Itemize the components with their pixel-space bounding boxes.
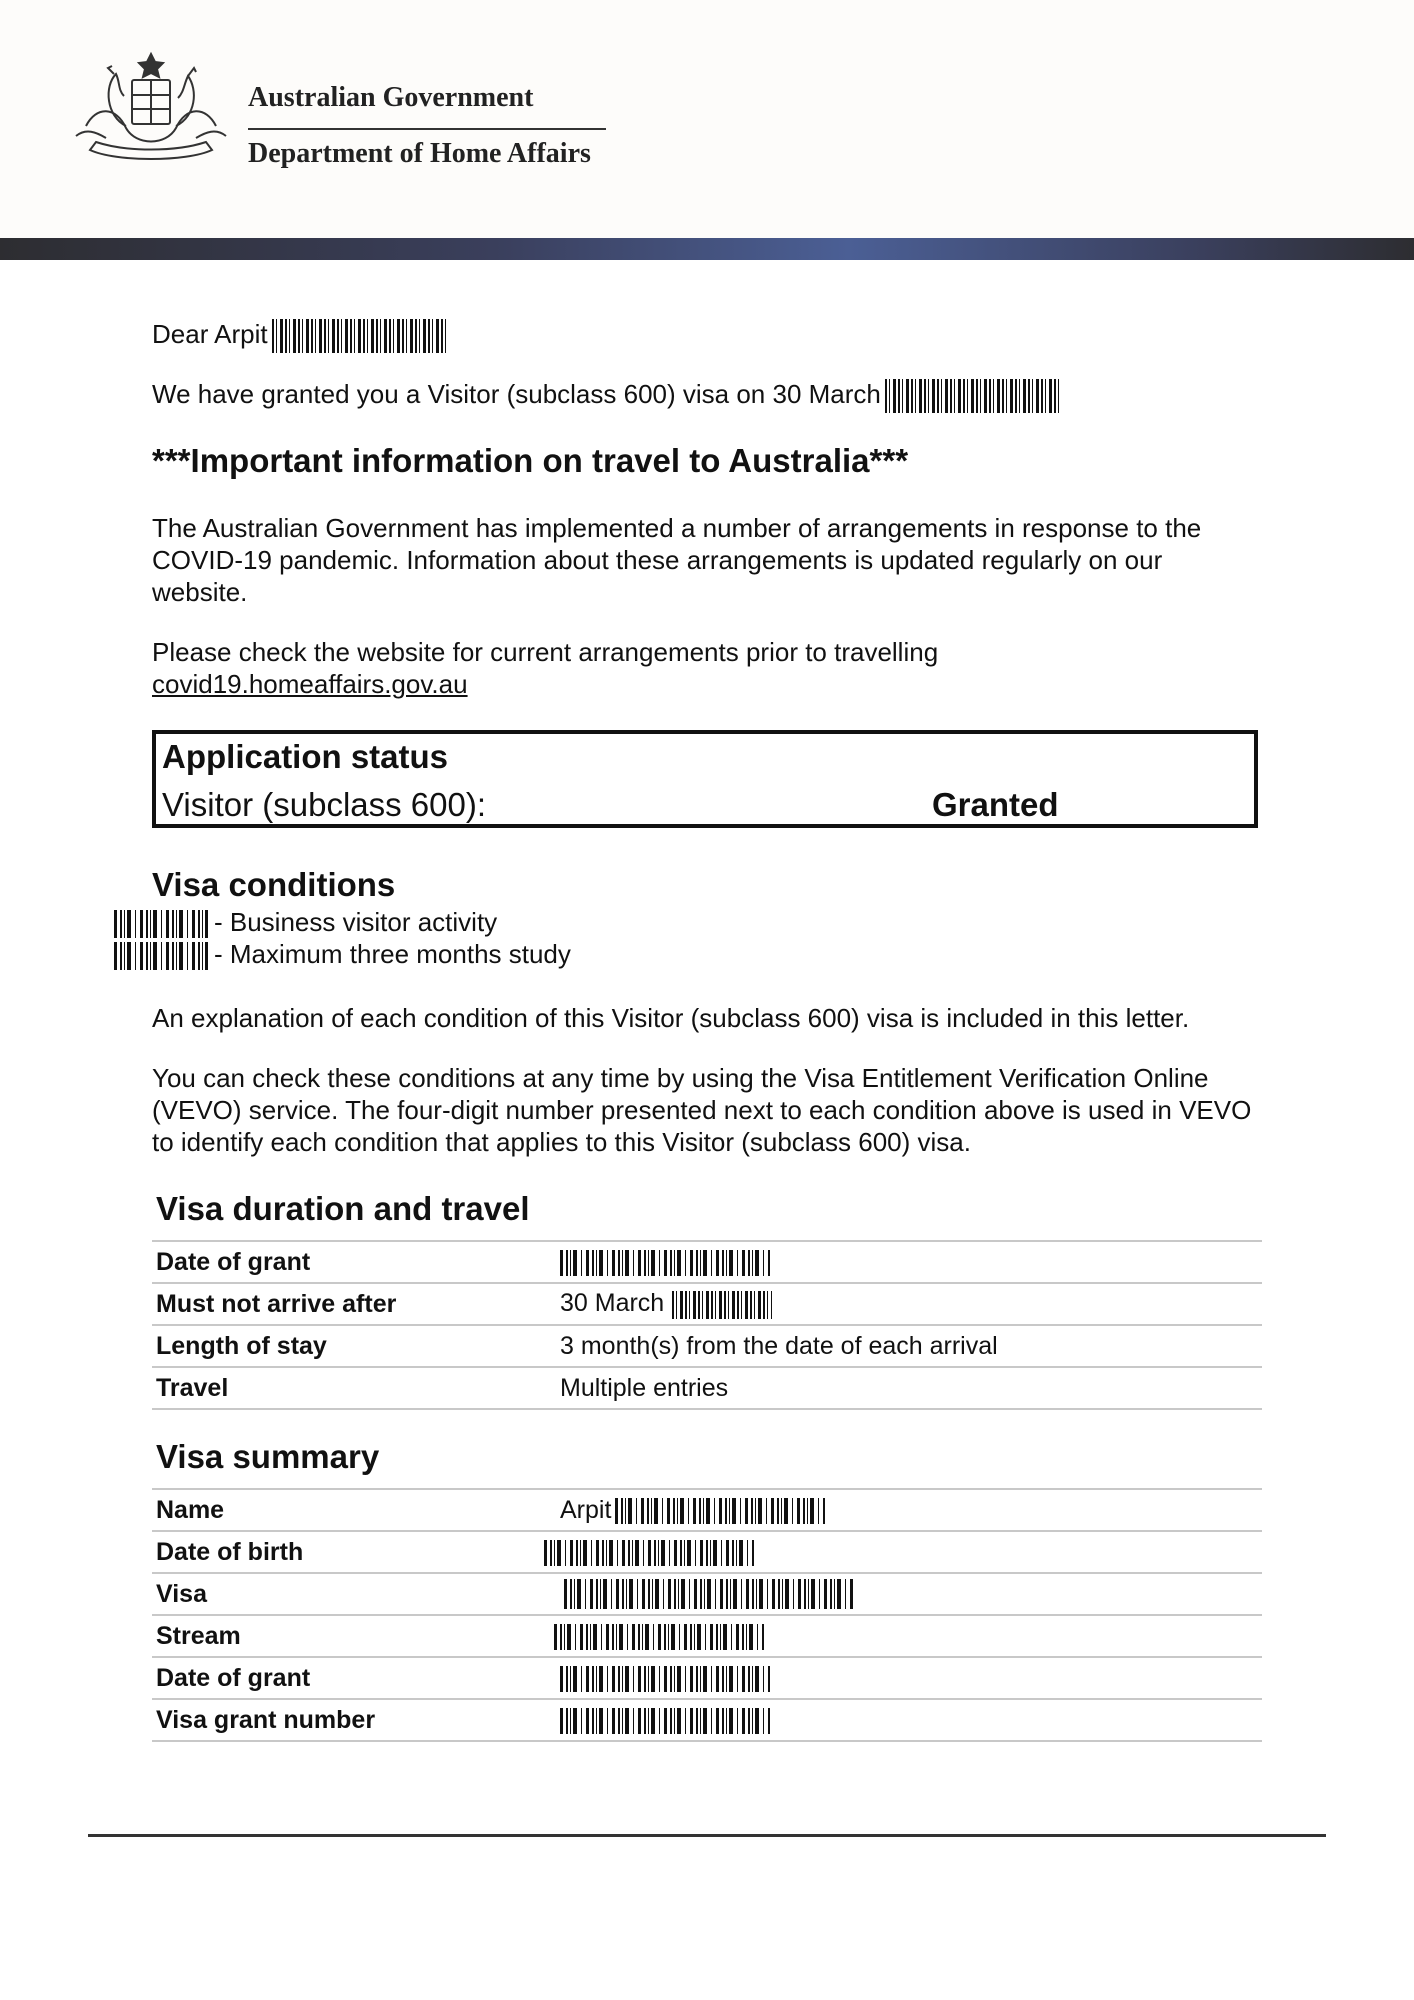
summary-table [152, 1488, 1262, 1742]
table-row: Date of grant [152, 1657, 1262, 1699]
covid-paragraph: The Australian Government has implemented a number of arrangements in response to the COVID-19 pandemic. Information about these arrangements is updated regularly on our website. [152, 513, 1202, 607]
table-row: Stream [152, 1615, 1262, 1657]
status-badge: Granted [932, 786, 1059, 823]
greeting: Dear Arpit [152, 318, 446, 353]
conditions-explanation: An explanation of each condition of this Visitor (subclass 600) visa is included in this letter. [152, 1003, 1190, 1033]
application-status-title: Application status [162, 738, 449, 775]
condition-item: - Business visitor activity [114, 906, 497, 938]
department-name: Department of Home Affairs [248, 138, 591, 169]
redaction-barcode [554, 1624, 764, 1650]
duration-title: Visa duration and travel [156, 1190, 530, 1227]
table-row: Length of stay 3 month(s) from the date of each arrival [152, 1325, 1262, 1367]
check-paragraph: Please check the website for current arrangements prior to travelling covid19.homeaffairs.gov.au [152, 637, 939, 699]
table-row: Date of grant [152, 1241, 1262, 1283]
covid-website-link[interactable]: covid19.homeaffairs.gov.au [152, 669, 468, 699]
application-status-box [152, 730, 1258, 828]
redaction-barcode [560, 1666, 770, 1692]
redaction-barcode [672, 1291, 772, 1319]
table-row: Travel Multiple entries [152, 1367, 1262, 1409]
redaction-barcode [560, 1250, 770, 1276]
summary-title: Visa summary [156, 1438, 380, 1475]
application-status-label: Visitor (subclass 600): [162, 786, 487, 823]
redaction-barcode [544, 1540, 754, 1566]
header-band [0, 238, 1414, 260]
footer-divider [88, 1834, 1326, 1837]
table-row: Must not arrive after 30 March [152, 1283, 1262, 1325]
government-name: Australian Government [248, 82, 606, 130]
redaction-barcode [114, 942, 208, 970]
grant-line: We have granted you a Visitor (subclass 600) visa on 30 March [152, 378, 1061, 413]
redaction-barcode [272, 319, 446, 353]
table-row: Visa grant number [152, 1699, 1262, 1741]
duration-table [152, 1240, 1262, 1410]
visa-conditions-title: Visa conditions [152, 866, 396, 903]
redaction-barcode [885, 379, 1061, 413]
condition-item: - Maximum three months study [114, 938, 571, 970]
important-heading: ***Important information on travel to Australia*** [152, 442, 909, 479]
coat-of-arms-icon [66, 46, 236, 174]
redaction-barcode [114, 910, 208, 938]
redaction-barcode [560, 1708, 770, 1734]
redaction-barcode [564, 1579, 854, 1609]
table-row: Visa [152, 1573, 1262, 1615]
letterhead [0, 0, 1414, 238]
redaction-barcode [615, 1498, 825, 1524]
vevo-paragraph: You can check these conditions at any time by using the Visa Entitlement Verification Online (VEVO) service. The four-digit number presented next to each condition above is used in VEVO to identify each condition that applies to this Visitor (subclass 600) visa. [152, 1063, 1252, 1157]
table-row: Date of birth [152, 1531, 1262, 1573]
table-row: Name Arpit [152, 1489, 1262, 1531]
